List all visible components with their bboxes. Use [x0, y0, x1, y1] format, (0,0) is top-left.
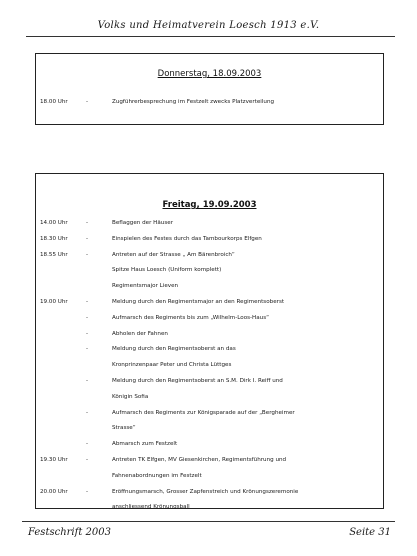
dash-marker: -: [86, 299, 89, 305]
time-label: 18.30 Uhr: [40, 235, 68, 242]
time-label: 18.55 Uhr: [40, 251, 68, 258]
thursday-title: Donnerstag, 18.09.2003: [157, 69, 262, 79]
thursday-schedule-box: [35, 53, 384, 125]
dash-marker: -: [86, 488, 89, 495]
dash-marker: -: [86, 378, 89, 384]
event-text: Spitze Haus Loesch (Uniform komplett): [112, 267, 222, 274]
dash-marker: -: [86, 457, 89, 463]
page-header: Volks und Heimatverein Loesch 1913 e.V.: [97, 20, 320, 31]
dash-marker: -: [86, 409, 89, 416]
time-label: 14.00 Uhr: [40, 220, 68, 226]
time-label: 19.30 Uhr: [40, 457, 68, 463]
time-label: 18.00 Uhr: [40, 99, 68, 105]
time-label: 20.00 Uhr: [40, 488, 68, 495]
footer-right: Seite 31: [349, 527, 391, 538]
event-text: Meldung durch den Regimentsoberst an das: [112, 346, 236, 353]
friday-schedule-box: [35, 173, 384, 509]
event-text: Regimentsmajor Lieven: [112, 283, 179, 290]
time-label: 19.00 Uhr: [40, 299, 68, 305]
event-text: Einspielen des Festes durch das Tambourkorps Elfgen: [112, 235, 262, 242]
footer-rule: [22, 521, 395, 522]
event-text: anschliessend Krönungsball: [112, 504, 190, 511]
friday-title: Freitag, 19.09.2003: [162, 200, 257, 210]
event-text: Meldung durch den Regimentsoberst an S.M. Dirk I. Reiff und: [112, 378, 283, 384]
dash-marker: -: [86, 251, 89, 258]
dash-marker: -: [86, 441, 89, 448]
event-text: Fahnenabordnungen im Festzelt: [112, 472, 202, 479]
dash-marker: -: [86, 346, 89, 353]
dash-marker: -: [86, 330, 89, 337]
event-text: Aufmarsch des Regiments zur Königsparade auf der „Bergheimer: [112, 409, 295, 416]
event-text: Beflaggen der Häuser: [112, 220, 174, 226]
event-text: Meldung durch den Regimentsmajor an den Regimentsoberst: [112, 299, 285, 305]
footer-left: Festschrift 2003: [28, 527, 111, 538]
event-text: Eröffnungsmarsch, Grosser Zapfenstreich und Krönungszeremonie: [112, 488, 299, 495]
event-text: Kronprinzenpaar Peter und Christa Lüttges: [112, 362, 232, 369]
event-text: Königin Sofia: [112, 393, 149, 400]
event-text: Zugführerbesprechung im Festzelt zwecks Platzverteilung: [112, 99, 275, 105]
dash-marker: -: [86, 99, 89, 105]
event-text: Antreten TK Elfgen, MV Giesenkirchen, Regimentsführung und: [112, 457, 287, 463]
event-text: Aufmarsch des Regiments bis zum „Wilhelm-Loos-Haus“: [112, 314, 270, 321]
dash-marker: -: [86, 220, 89, 226]
event-text: Antreten auf der Strasse „ Am Bärenbroich“: [112, 251, 235, 258]
event-text: Abholen der Fahnen: [112, 330, 168, 337]
event-text: Strasse“: [112, 425, 136, 432]
event-text: Abmarsch zum Festzelt: [112, 441, 178, 448]
dash-marker: -: [86, 235, 89, 242]
dash-marker: -: [86, 314, 89, 321]
header-rule: [26, 36, 395, 37]
